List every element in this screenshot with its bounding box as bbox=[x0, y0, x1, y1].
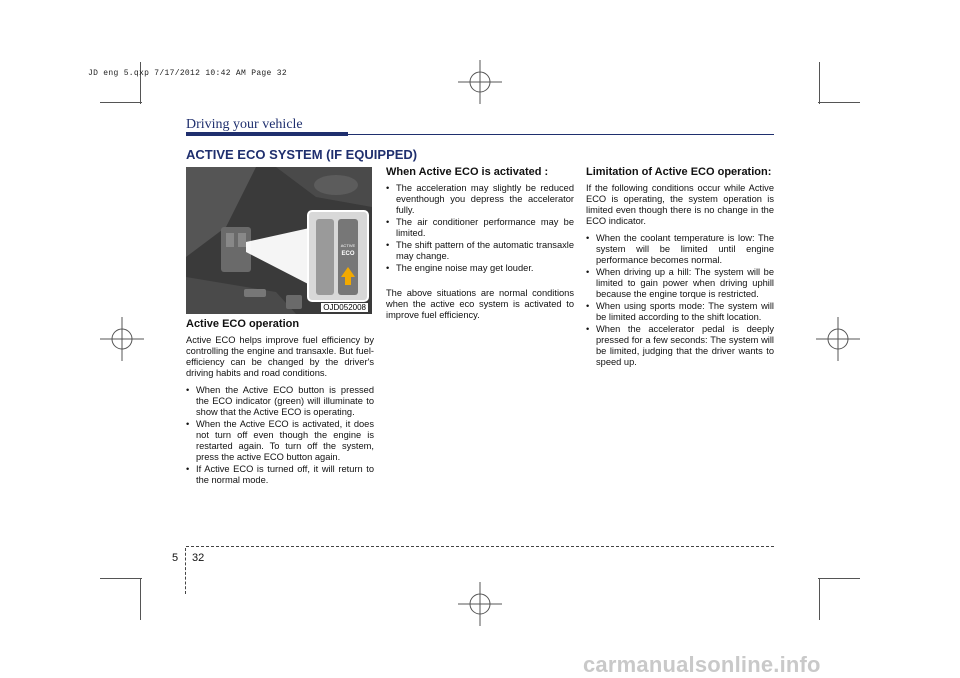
crop-mark bbox=[140, 578, 141, 620]
list-item: • When the coolant temperature is low: The system will be limited until engine performance becomes normal. bbox=[586, 233, 774, 266]
list-item: • The acceleration may slightly be reduced eventhough you depress the accelerator fully. bbox=[386, 183, 574, 216]
button-label: ECO bbox=[341, 251, 355, 257]
heading-when-activated: When Active ECO is activated : bbox=[386, 166, 549, 178]
active-eco-figure bbox=[186, 167, 372, 314]
page-number: 32 bbox=[192, 552, 205, 564]
column-active-eco-operation bbox=[186, 318, 374, 492]
footer-rule bbox=[186, 546, 774, 547]
list-item: • The air conditioner performance may be limited. bbox=[386, 217, 574, 239]
list-item: • When the Active ECO button is pressed the ECO indicator (green) will illuminate to show that the Active ECO is operating. bbox=[186, 385, 374, 418]
watermark: carmanualsonline.info bbox=[583, 652, 821, 677]
bullet-list bbox=[386, 183, 574, 274]
section-title: ACTIVE ECO SYSTEM (IF EQUIPPED) bbox=[186, 147, 418, 162]
paragraph-intro: If the following conditions occur while Active ECO is operating, the system operation is limited even though there is no change in the ECO indicator. bbox=[586, 183, 774, 226]
crop-mark bbox=[100, 102, 142, 103]
dashboard-illustration bbox=[186, 167, 372, 314]
registration-mark-icon bbox=[455, 57, 505, 107]
bullet-list bbox=[186, 385, 374, 486]
button-small-label: ACTIVE bbox=[340, 243, 356, 248]
list-item: • The engine noise may get louder. bbox=[386, 263, 574, 274]
column-when-activated bbox=[386, 166, 574, 327]
figure-code: OJD052008 bbox=[323, 303, 366, 312]
paragraph-intro: Active ECO helps improve fuel efficiency by controlling the engine and transaxle. But fuel-efficiency can be changed by the driver's driving habits and road conditions. bbox=[186, 335, 374, 378]
paragraph-note: The above situations are normal conditions when the active eco system is activated to improve fuel efficiency. bbox=[386, 288, 574, 320]
footer-separator bbox=[185, 548, 186, 594]
crop-mark bbox=[100, 578, 142, 579]
header-bar bbox=[186, 132, 348, 136]
header-rule bbox=[348, 134, 774, 135]
bullet-list bbox=[586, 233, 774, 368]
list-item: • When the accelerator pedal is deeply pressed for a few seconds: The system will be limited, judging that the driver wants to speed up. bbox=[586, 324, 774, 368]
chapter-title: Driving your vehicle bbox=[186, 117, 303, 132]
crop-mark bbox=[819, 62, 820, 104]
registration-mark-icon bbox=[455, 579, 505, 629]
list-item: • If Active ECO is turned off, it will return to the normal mode. bbox=[186, 464, 374, 486]
heading-active-eco-operation: Active ECO operation bbox=[186, 318, 300, 330]
list-item: • When using sports mode: The system will be limited according to the shift location. bbox=[586, 301, 774, 323]
list-item: • When the Active ECO is activated, it does not turn off even though the engine is restarted again. To turn off the system, press the active ECO button again. bbox=[186, 419, 374, 463]
list-item: • When driving up a hill: The system will be limited to gain power when driving uphill because the engine torque is restricted. bbox=[586, 267, 774, 300]
registration-mark-icon bbox=[97, 314, 147, 364]
print-slug: JD eng 5.qxp 7/17/2012 10:42 AM Page 32 bbox=[88, 69, 287, 78]
section-number: 5 bbox=[172, 552, 179, 564]
column-limitation bbox=[586, 166, 774, 374]
registration-mark-icon bbox=[813, 314, 863, 364]
crop-mark bbox=[818, 102, 860, 103]
crop-mark bbox=[818, 578, 860, 579]
heading-limitation: Limitation of Active ECO operation: bbox=[586, 166, 772, 178]
crop-mark bbox=[819, 578, 820, 620]
list-item: • The shift pattern of the automatic transaxle may change. bbox=[386, 240, 574, 262]
